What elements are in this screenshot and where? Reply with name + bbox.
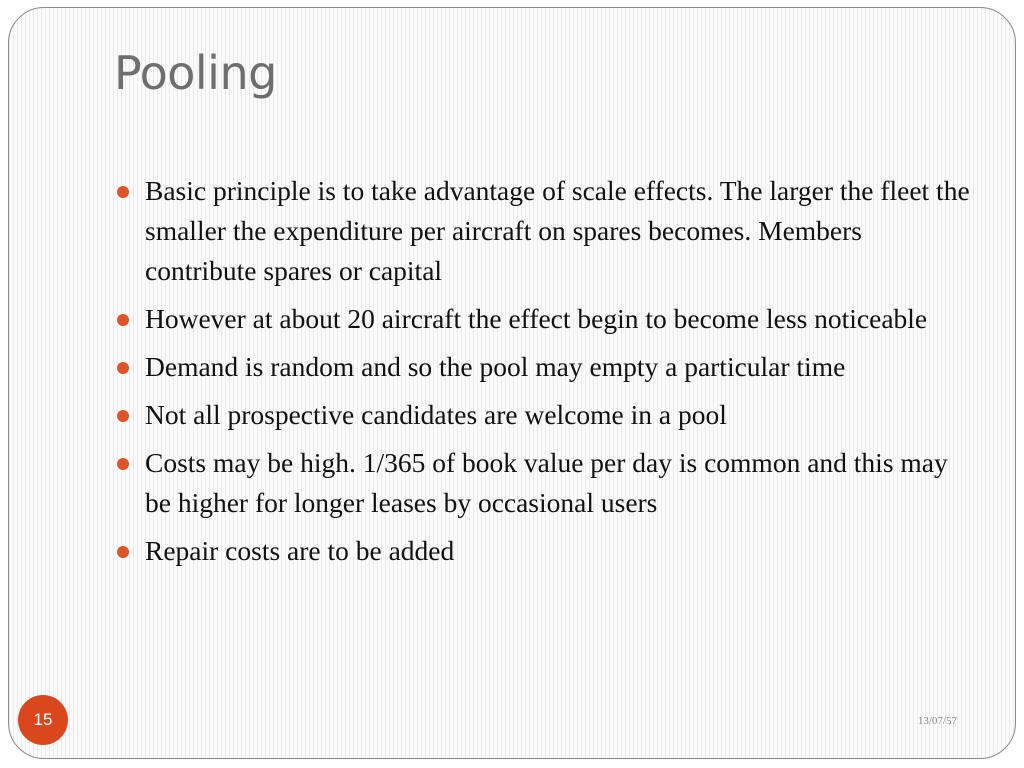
bullet-dot-icon	[117, 362, 129, 374]
bullet-text: Basic principle is to take advantage of scale effects. The larger the fleet the smaller the expenditure per aircraft on spares becomes. Members contribute spares or capital	[145, 175, 970, 286]
bullet-dot-icon	[117, 186, 129, 198]
slide-title: Pooling	[114, 46, 277, 100]
bullet-text: Costs may be high. 1/365 of book value per day is common and this may be higher for longer leases by occasional users	[145, 447, 948, 518]
page-number-badge: 15	[18, 695, 68, 745]
bullet-list	[117, 171, 977, 579]
bullet-text: Not all prospective candidates are welcome in a pool	[145, 399, 727, 430]
bullet-item	[117, 347, 977, 387]
bullet-dot-icon	[117, 458, 129, 470]
slide	[8, 7, 1016, 759]
bullet-dot-icon	[117, 546, 129, 558]
slide-date: 13/07/57	[917, 715, 957, 727]
bullet-item	[117, 531, 977, 571]
bullet-text: Repair costs are to be added	[145, 535, 455, 566]
bullet-dot-icon	[117, 314, 129, 326]
bullet-item	[117, 171, 977, 291]
bullet-item	[117, 395, 977, 435]
bullet-text: However at about 20 aircraft the effect begin to become less noticeable	[145, 303, 928, 334]
bullet-item	[117, 443, 977, 523]
bullet-item	[117, 299, 977, 339]
bullet-dot-icon	[117, 410, 129, 422]
bullet-text: Demand is random and so the pool may empty a particular time	[145, 351, 846, 382]
